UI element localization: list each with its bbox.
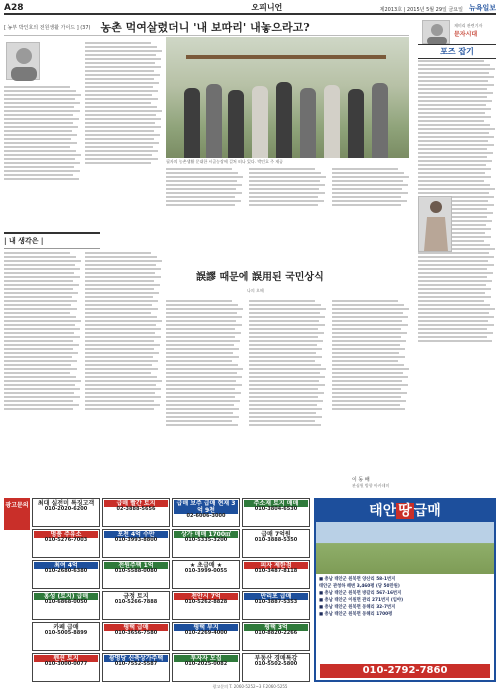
classified-ad-title: ★ 초급매 ★	[189, 562, 223, 569]
classified-ad-title: 주소재 토지 매매	[244, 500, 308, 507]
classified-ad	[172, 498, 240, 527]
classified-ad	[242, 498, 310, 527]
opinion-body-col1	[4, 250, 82, 490]
classified-ad-phone: 010-2020-6200	[44, 506, 88, 512]
columnist-role: 재미리 관련기자	[454, 23, 483, 28]
classified-ad-title: 포천 4억 수만	[104, 531, 168, 538]
issue-date: 제2013호 | 2015년 5월 29일 금요일	[379, 7, 463, 13]
big-ad-item: ■ 충남 태안군 원북면 방갈리 567-16번지	[319, 591, 402, 596]
classified-ad-phone: 010-3000-0077	[44, 661, 88, 667]
classified-ad-title: 급매 7억원	[261, 531, 291, 538]
classified-ad-phone: 010-3888-5350	[254, 537, 298, 543]
big-ad-item: ■ 충남 태안군 이원면 관리 271번지 (임야)	[319, 598, 404, 603]
classified-ad-title: 부동산 경매특강	[254, 655, 298, 662]
classified-ad-phone: 010-5266-7888	[114, 599, 158, 605]
classified-ad-phone: 010-3887-5353	[254, 599, 298, 605]
byline-name: 이 동 배	[352, 477, 370, 483]
columnist-name: 문자시대	[454, 31, 478, 38]
top-story-title-bar	[4, 19, 409, 36]
classified-ad-title: 명품 주유소	[34, 531, 98, 538]
classified-ad	[242, 622, 310, 651]
classified-ad	[32, 591, 100, 620]
classified-ad-title: 평택 부지	[174, 624, 238, 631]
classified-ad-phone: 010-3993-8800	[114, 537, 158, 543]
classified-ad-phone: 010-2680-6380	[44, 568, 88, 574]
classified-ad	[242, 591, 310, 620]
classified-ad-title: 최대 실전미 특징고객	[37, 500, 95, 507]
opinion-subsection-title: | 내 생각은 |	[4, 232, 100, 249]
classified-ad-title: 광명당 신축상가주택	[104, 655, 168, 662]
opinion-body-col2	[85, 250, 163, 490]
big-ad-phone: 010-2792-7860	[320, 664, 490, 678]
classified-ad	[32, 498, 100, 527]
top-story-headline: 농촌 먹여살렸더니 '내 보따리' 내놓으라고?	[100, 21, 310, 34]
big-ad-title-b: 땅	[398, 503, 412, 519]
classified-ad-title: 전원주택 1억	[104, 562, 168, 569]
classified-ad	[102, 529, 170, 558]
classified-ad-phone: 010-5588-0080	[114, 568, 158, 574]
classified-ad	[172, 622, 240, 651]
classified-ad-title: 상가 매매 1700㎡	[174, 531, 238, 538]
classified-ad	[172, 560, 240, 589]
classified-ad-title: 급매 보주 급매 현재 3억 9천	[174, 500, 238, 514]
top-story-body-col4	[249, 166, 327, 230]
person-icon	[423, 21, 451, 45]
opinion-headline: 誤謬 때문에 誤用된 국민상식	[196, 272, 324, 283]
big-ad-title-a: 태안	[369, 503, 397, 519]
column-title: 포즈 잡기	[418, 44, 496, 59]
big-ad-item: 태안군 관청하 해변 3,460평 (당 50만원)	[319, 584, 400, 589]
classified-ad-phone: 02-3888-5656	[116, 506, 156, 512]
photo-caption: 필자의 농촌생활 문대한 시골농장에 걸쳐 떠나 있다. 박인호 주 제공	[166, 159, 284, 164]
classified-ad-title: 카페 급매	[53, 624, 79, 631]
author-portrait	[6, 42, 40, 80]
classified-ad	[242, 529, 310, 558]
classified-ad-phone: 010-3999-0055	[184, 568, 228, 574]
classified-ad-phone: 010-5502-5800	[254, 661, 298, 667]
opinion-byline	[352, 476, 389, 489]
classified-ad-title: 만리포 급매	[244, 593, 308, 600]
classified-ad-phone: 010-3487-8118	[254, 568, 298, 574]
classified-ad-title: 평택 3억	[244, 624, 308, 631]
person-icon	[7, 43, 41, 81]
woman-figure-icon	[419, 197, 453, 253]
classified-ad	[242, 560, 310, 589]
classified-ad-title: 천안시 7억	[174, 593, 238, 600]
classified-ad-title: 펜션 토지	[34, 655, 98, 662]
ad-section-label: 광고문의	[4, 498, 30, 530]
top-story-body-col3	[166, 166, 244, 230]
page-footer: 광고문의 T. 2060-5252~3 F.2060-5255	[212, 684, 288, 689]
classified-ad-phone: 010-3656-7580	[114, 630, 158, 636]
classified-ad-phone: 010-3804-6530	[254, 506, 298, 512]
classified-ad-title: 피자 제한점	[244, 562, 308, 569]
opinion-body-col4	[249, 298, 327, 490]
column-illustration	[418, 196, 452, 252]
classified-ad-phone: 010-8820-2266	[254, 630, 298, 636]
opinion-body-col3	[166, 298, 244, 490]
column-tag: [ 농부 박인호의 전원생활 가이드 ] (37)	[4, 24, 91, 31]
classified-ad-phone: 010-2025-0082	[184, 661, 228, 667]
big-ad-item: ■ 충남 태안군 원북면 동해리 1700평	[319, 612, 393, 617]
top-story-photo	[166, 37, 409, 158]
classified-ad	[32, 560, 100, 589]
classified-ad	[172, 591, 240, 620]
classified-ad	[32, 622, 100, 651]
classified-ad	[102, 622, 170, 651]
classified-ad-title: 평택 급매	[104, 624, 168, 631]
big-ad-title-c: 급매	[413, 503, 441, 519]
big-ad-photo	[316, 522, 494, 574]
big-ad-item: ■ 충남 태안군 원북면 동해리 32-7번지	[319, 605, 396, 610]
newspaper-logo: 뉴욕일보	[468, 3, 496, 12]
classified-ad-title: 최여 4억	[34, 562, 98, 569]
classified-ad-title: 홍성 (토지) 급매	[34, 593, 98, 600]
classified-ad-phone: 010-5335-3200	[184, 537, 228, 543]
big-ad-title	[316, 500, 494, 522]
classified-ad-title: 투자자 모집	[174, 655, 238, 662]
classified-ad	[32, 529, 100, 558]
taean-land-ad	[314, 498, 496, 682]
top-story-body-col5	[332, 166, 410, 230]
classified-ad	[102, 560, 170, 589]
page-header	[4, 3, 496, 15]
classified-ad	[102, 498, 170, 527]
section-name: 오피니언	[251, 3, 283, 12]
classified-ad	[172, 529, 240, 558]
big-ad-list	[316, 574, 494, 620]
classified-ad	[32, 653, 100, 682]
top-story-body-col1	[4, 84, 82, 230]
classified-ad-phone: 010-5276-7003	[44, 537, 88, 543]
classified-ad	[242, 653, 310, 682]
classified-ad-title: 금정 토지	[123, 593, 149, 600]
classified-ad-phone: 010-2269-4000	[184, 630, 228, 636]
opinion-body-col5	[332, 298, 410, 468]
classified-ad-phone: 010-6868-0050	[44, 599, 88, 605]
classified-ad-phone: 02-6006-3000	[186, 513, 226, 519]
classified-ad-phone: 010-7552-5587	[114, 661, 158, 667]
classified-ad	[102, 591, 170, 620]
classified-ad	[172, 653, 240, 682]
classified-ad-phone: 010-5262-8828	[184, 599, 228, 605]
classified-ad-title: 급매 빨간 토지	[104, 500, 168, 507]
big-ad-item: ■ 충남 태안군 원북면 양산리 58-1번지	[319, 577, 396, 582]
opinion-subtitle: 나의 오해	[247, 288, 264, 293]
classified-ad	[102, 653, 170, 682]
page-number: A28	[4, 3, 24, 13]
byline-role: 관심원 방향 아카데미	[352, 483, 390, 488]
classified-ad-phone: 010-5005-8899	[44, 630, 88, 636]
top-story-body-col2	[85, 40, 163, 230]
column-body	[418, 58, 496, 484]
columnist-portrait	[422, 20, 450, 44]
